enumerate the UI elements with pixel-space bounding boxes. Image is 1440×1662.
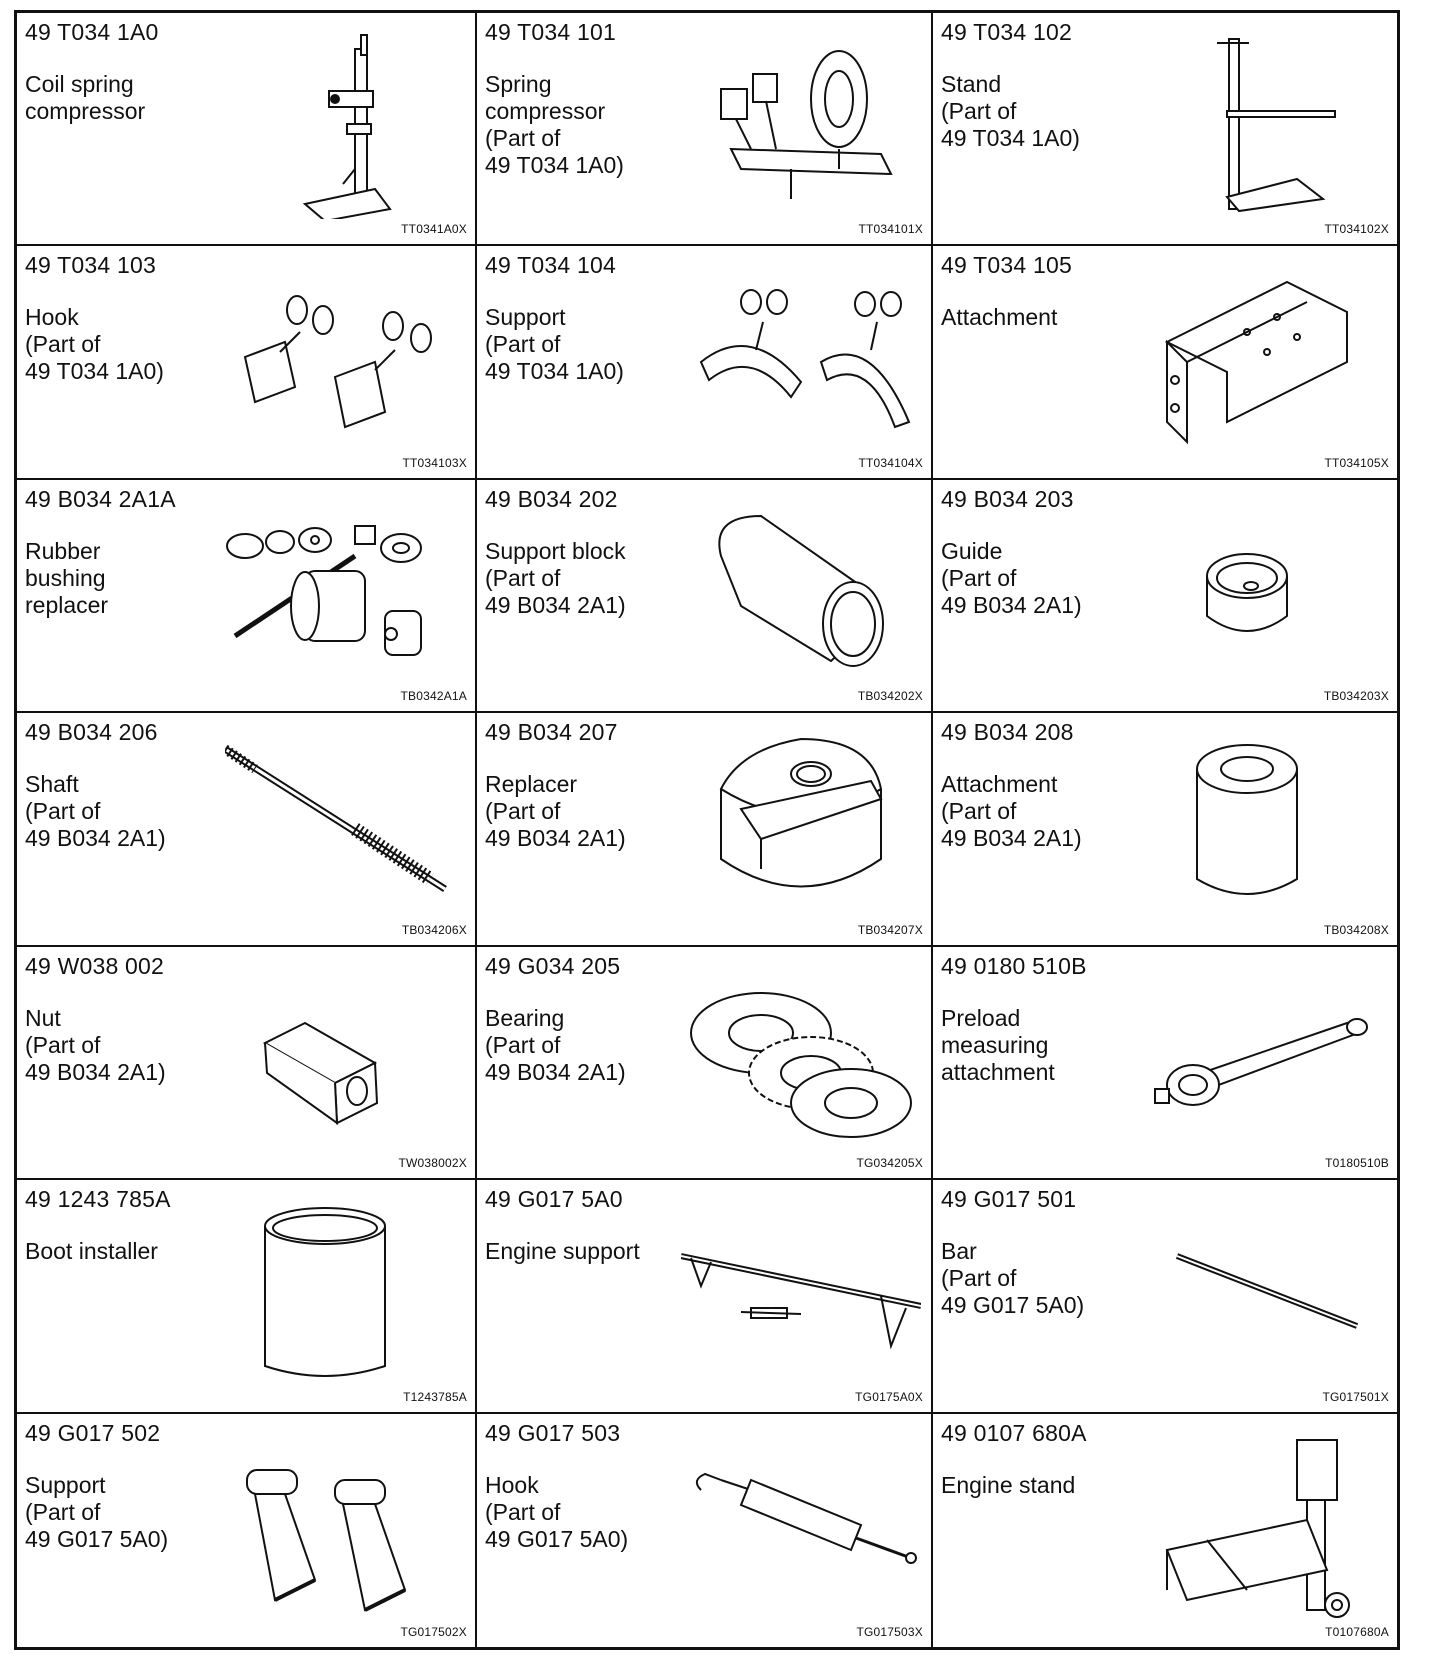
support-pair-icon — [681, 262, 921, 452]
part-number: 49 T034 101 — [485, 19, 616, 45]
spring-compressor-icon — [681, 29, 921, 219]
part-number: 49 W038 002 — [25, 952, 165, 979]
figure-code: TT034104X — [858, 455, 923, 470]
tool-cell — [17, 246, 477, 479]
part-number: 49 T034 1A0 — [25, 19, 159, 45]
figure-code: TB034208X — [1323, 922, 1389, 937]
tool-description: Support block (Part of 49 B034 2A1) — [485, 537, 626, 618]
tool-description: Attachment — [941, 304, 1058, 331]
tool-cell — [17, 480, 477, 713]
tool-cell — [933, 713, 1397, 946]
coil-spring-compressor-icon — [225, 29, 465, 219]
part-number: 49 G017 502 — [25, 1419, 161, 1446]
tool-cell — [477, 1180, 933, 1413]
tool-cell — [17, 13, 477, 246]
tool-description: Engine stand — [941, 1471, 1076, 1498]
figure-code: TG034205X — [856, 1156, 923, 1171]
part-number: 49 T034 104 — [485, 252, 616, 279]
tool-description: Attachment (Part of 49 B034 2A1) — [941, 771, 1082, 852]
figure-code: TB034203X — [1323, 689, 1389, 704]
support-block-icon — [681, 496, 921, 686]
figure-code: TG017501X — [1322, 1389, 1389, 1404]
part-number: 49 B034 207 — [485, 719, 618, 746]
figure-code: TG017503X — [856, 1625, 923, 1639]
figure-code: TG0175A0X — [855, 1389, 923, 1404]
part-number: 49 G034 205 — [485, 952, 621, 979]
tool-description: Hook (Part of 49 G017 5A0) — [485, 1471, 629, 1552]
tool-cell — [933, 246, 1397, 479]
tool-description: Hook (Part of 49 T034 1A0) — [25, 304, 164, 385]
tool-description: Bar (Part of 49 G017 5A0) — [941, 1238, 1085, 1319]
figure-code: T1243785A — [403, 1389, 467, 1404]
support-legs-icon — [225, 1430, 465, 1620]
part-number: 49 B034 206 — [25, 719, 158, 746]
figure-code: TB034202X — [857, 689, 923, 704]
tool-cell — [933, 1414, 1397, 1647]
figure-code: TW038002X — [398, 1156, 467, 1171]
tool-cell — [477, 480, 933, 713]
tool-description: Replacer (Part of 49 B034 2A1) — [485, 771, 626, 852]
tool-description: Stand (Part of 49 T034 1A0) — [941, 71, 1080, 151]
figure-code: TG017502X — [400, 1625, 467, 1639]
engine-stand-icon — [1147, 1430, 1387, 1620]
figure-code: TT034102X — [1324, 222, 1389, 237]
part-number: 49 G017 501 — [941, 1186, 1077, 1213]
tool-cell — [477, 947, 933, 1180]
part-number: 49 1243 785A — [25, 1186, 171, 1213]
turnbuckle-hook-icon — [681, 1430, 921, 1620]
tool-cell — [17, 1180, 477, 1413]
nut-icon — [225, 963, 465, 1153]
tool-description: Engine support — [485, 1238, 640, 1265]
tool-cell — [933, 13, 1397, 246]
preload-wrench-icon — [1147, 963, 1387, 1153]
tool-description: Guide (Part of 49 B034 2A1) — [941, 537, 1082, 618]
part-number: 49 B034 203 — [941, 485, 1074, 512]
tool-description: Shaft (Part of 49 B034 2A1) — [25, 771, 166, 852]
figure-code: TT034105X — [1324, 455, 1389, 470]
replacer-icon — [681, 729, 921, 919]
stand-icon — [1147, 29, 1387, 219]
tool-description: Preload measuring attachment — [941, 1004, 1055, 1085]
figure-code: TB034207X — [857, 922, 923, 937]
bar-icon — [1147, 1196, 1387, 1386]
part-number: 49 B034 208 — [941, 719, 1074, 746]
figure-code: T0180510B — [1325, 1156, 1389, 1171]
figure-code: T0107680A — [1325, 1625, 1389, 1639]
tool-description: Support (Part of 49 G017 5A0) — [25, 1471, 169, 1552]
tool-cell — [477, 13, 933, 246]
part-number: 49 G017 5A0 — [485, 1186, 623, 1213]
tool-description: Support (Part of 49 T034 1A0) — [485, 304, 624, 385]
figure-code: TT0341A0X — [401, 222, 467, 237]
sleeve-attachment-icon — [1147, 729, 1387, 919]
tool-description: Rubber bushing replacer — [25, 537, 109, 618]
tool-cell — [477, 246, 933, 479]
bushing-replacer-set-icon — [225, 496, 465, 686]
boot-installer-icon — [225, 1196, 465, 1386]
figure-code: TB0342A1A — [400, 689, 467, 704]
tool-cell — [933, 480, 1397, 713]
tool-cell — [933, 947, 1397, 1180]
thrust-bearing-icon — [681, 963, 921, 1153]
tool-cell — [477, 713, 933, 946]
tool-description: Bearing (Part of 49 B034 2A1) — [485, 1004, 626, 1085]
tool-cell — [477, 1414, 933, 1647]
tool-cell — [17, 713, 477, 946]
tool-cell — [17, 947, 477, 1180]
part-number: 49 T034 102 — [941, 19, 1072, 45]
tool-description: Spring compressor (Part of 49 T034 1A0) — [485, 71, 624, 178]
figure-code: TT034103X — [402, 455, 467, 470]
tool-cell — [933, 1180, 1397, 1413]
part-number: 49 B034 2A1A — [25, 485, 176, 512]
tool-description: Coil spring compressor — [25, 71, 146, 124]
part-number: 49 0107 680A — [941, 1419, 1087, 1446]
shaft-icon — [225, 729, 465, 919]
engine-support-icon — [681, 1196, 921, 1386]
figure-code: TB034206X — [401, 922, 467, 937]
tool-description: Boot installer — [25, 1238, 158, 1265]
tool-description: Nut (Part of 49 B034 2A1) — [25, 1004, 166, 1085]
guide-icon — [1147, 496, 1387, 686]
part-number: 49 T034 105 — [941, 252, 1072, 279]
part-number: 49 B034 202 — [485, 485, 618, 512]
special-tools-table — [14, 10, 1400, 1650]
tool-cell — [17, 1414, 477, 1647]
figure-code: TT034101X — [858, 222, 923, 237]
hook-pair-icon — [225, 262, 465, 452]
part-number: 49 0180 510B — [941, 952, 1087, 979]
part-number: 49 G017 503 — [485, 1419, 621, 1446]
part-number: 49 T034 103 — [25, 252, 156, 279]
bracket-attachment-icon — [1147, 262, 1387, 452]
